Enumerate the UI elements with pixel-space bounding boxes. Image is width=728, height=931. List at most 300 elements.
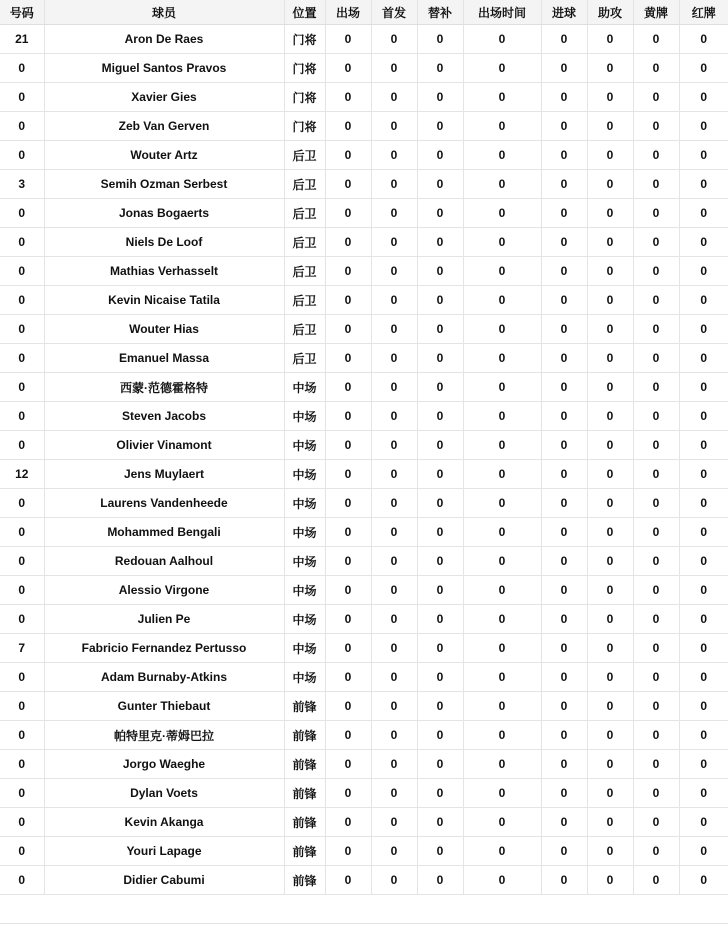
cell-appearances: 0 xyxy=(325,489,371,518)
cell-substitute: 0 xyxy=(417,170,463,199)
cell-player: Dylan Voets xyxy=(44,779,284,808)
cell-goals: 0 xyxy=(541,692,587,721)
table-row xyxy=(0,750,728,779)
cell-assists: 0 xyxy=(587,315,633,344)
cell-goals: 0 xyxy=(541,518,587,547)
cell-starts: 0 xyxy=(371,83,417,112)
cell-number: 0 xyxy=(0,431,44,460)
cell-assists: 0 xyxy=(587,605,633,634)
cell-goals: 0 xyxy=(541,257,587,286)
cell-player: Kevin Nicaise Tatila xyxy=(44,286,284,315)
table-row xyxy=(0,605,728,634)
cell-goals: 0 xyxy=(541,721,587,750)
cell-appearances: 0 xyxy=(325,83,371,112)
cell-player: 西蒙·范德霍格特 xyxy=(44,373,284,402)
cell-yellow_cards: 0 xyxy=(633,54,679,83)
cell-position: 中场 xyxy=(284,489,325,518)
column-header-goals: 进球 xyxy=(541,0,587,25)
cell-goals: 0 xyxy=(541,344,587,373)
cell-yellow_cards: 0 xyxy=(633,112,679,141)
cell-red_cards: 0 xyxy=(679,228,728,257)
cell-assists: 0 xyxy=(587,808,633,837)
cell-substitute: 0 xyxy=(417,25,463,54)
cell-number: 21 xyxy=(0,25,44,54)
table-row xyxy=(0,721,728,750)
cell-yellow_cards: 0 xyxy=(633,141,679,170)
cell-minutes: 0 xyxy=(463,489,541,518)
table-row xyxy=(0,402,728,431)
cell-substitute: 0 xyxy=(417,547,463,576)
column-header-starts: 首发 xyxy=(371,0,417,25)
cell-starts: 0 xyxy=(371,199,417,228)
cell-position: 中场 xyxy=(284,663,325,692)
cell-minutes: 0 xyxy=(463,692,541,721)
cell-goals: 0 xyxy=(541,547,587,576)
cell-yellow_cards: 0 xyxy=(633,373,679,402)
cell-appearances: 0 xyxy=(325,808,371,837)
column-header-substitute: 替补 xyxy=(417,0,463,25)
cell-appearances: 0 xyxy=(325,170,371,199)
cell-appearances: 0 xyxy=(325,634,371,663)
cell-number: 0 xyxy=(0,808,44,837)
cell-appearances: 0 xyxy=(325,402,371,431)
cell-player: Youri Lapage xyxy=(44,837,284,866)
cell-substitute: 0 xyxy=(417,808,463,837)
cell-yellow_cards: 0 xyxy=(633,779,679,808)
cell-yellow_cards: 0 xyxy=(633,199,679,228)
table-row xyxy=(0,866,728,895)
cell-yellow_cards: 0 xyxy=(633,634,679,663)
cell-minutes: 0 xyxy=(463,25,541,54)
table-row xyxy=(0,663,728,692)
cell-assists: 0 xyxy=(587,460,633,489)
cell-red_cards: 0 xyxy=(679,25,728,54)
cell-appearances: 0 xyxy=(325,576,371,605)
cell-yellow_cards: 0 xyxy=(633,257,679,286)
cell-assists: 0 xyxy=(587,228,633,257)
cell-substitute: 0 xyxy=(417,750,463,779)
cell-goals: 0 xyxy=(541,286,587,315)
cell-substitute: 0 xyxy=(417,83,463,112)
cell-substitute: 0 xyxy=(417,605,463,634)
cell-red_cards: 0 xyxy=(679,286,728,315)
cell-substitute: 0 xyxy=(417,634,463,663)
cell-goals: 0 xyxy=(541,402,587,431)
cell-position: 门将 xyxy=(284,83,325,112)
cell-player: Redouan Aalhoul xyxy=(44,547,284,576)
cell-minutes: 0 xyxy=(463,344,541,373)
cell-starts: 0 xyxy=(371,663,417,692)
cell-yellow_cards: 0 xyxy=(633,460,679,489)
cell-red_cards: 0 xyxy=(679,199,728,228)
cell-goals: 0 xyxy=(541,808,587,837)
cell-starts: 0 xyxy=(371,692,417,721)
cell-position: 前锋 xyxy=(284,808,325,837)
cell-position: 中场 xyxy=(284,460,325,489)
cell-yellow_cards: 0 xyxy=(633,866,679,895)
column-header-red_cards: 红牌 xyxy=(679,0,728,25)
cell-substitute: 0 xyxy=(417,257,463,286)
cell-red_cards: 0 xyxy=(679,576,728,605)
cell-substitute: 0 xyxy=(417,489,463,518)
cell-appearances: 0 xyxy=(325,692,371,721)
table-row xyxy=(0,199,728,228)
cell-appearances: 0 xyxy=(325,547,371,576)
cell-goals: 0 xyxy=(541,605,587,634)
table-row xyxy=(0,373,728,402)
cell-substitute: 0 xyxy=(417,576,463,605)
cell-yellow_cards: 0 xyxy=(633,489,679,518)
table-row xyxy=(0,779,728,808)
cell-assists: 0 xyxy=(587,634,633,663)
cell-starts: 0 xyxy=(371,605,417,634)
cell-number: 0 xyxy=(0,373,44,402)
cell-starts: 0 xyxy=(371,25,417,54)
cell-appearances: 0 xyxy=(325,228,371,257)
cell-player: Jonas Bogaerts xyxy=(44,199,284,228)
cell-minutes: 0 xyxy=(463,518,541,547)
cell-position: 中场 xyxy=(284,547,325,576)
cell-minutes: 0 xyxy=(463,547,541,576)
cell-number: 0 xyxy=(0,286,44,315)
cell-goals: 0 xyxy=(541,170,587,199)
cell-player: Emanuel Massa xyxy=(44,344,284,373)
cell-starts: 0 xyxy=(371,228,417,257)
table-body xyxy=(0,25,728,895)
cell-starts: 0 xyxy=(371,286,417,315)
cell-substitute: 0 xyxy=(417,402,463,431)
cell-yellow_cards: 0 xyxy=(633,83,679,112)
cell-red_cards: 0 xyxy=(679,141,728,170)
cell-substitute: 0 xyxy=(417,315,463,344)
cell-substitute: 0 xyxy=(417,779,463,808)
footer-cell xyxy=(0,895,728,924)
cell-minutes: 0 xyxy=(463,315,541,344)
cell-appearances: 0 xyxy=(325,721,371,750)
table-row xyxy=(0,808,728,837)
cell-number: 0 xyxy=(0,692,44,721)
cell-yellow_cards: 0 xyxy=(633,605,679,634)
cell-minutes: 0 xyxy=(463,663,541,692)
cell-starts: 0 xyxy=(371,431,417,460)
cell-player: Miguel Santos Pravos xyxy=(44,54,284,83)
table-row xyxy=(0,228,728,257)
cell-player: Gunter Thiebaut xyxy=(44,692,284,721)
cell-substitute: 0 xyxy=(417,228,463,257)
cell-assists: 0 xyxy=(587,141,633,170)
cell-goals: 0 xyxy=(541,837,587,866)
cell-assists: 0 xyxy=(587,721,633,750)
cell-assists: 0 xyxy=(587,170,633,199)
cell-red_cards: 0 xyxy=(679,489,728,518)
cell-appearances: 0 xyxy=(325,373,371,402)
table-row xyxy=(0,431,728,460)
cell-position: 前锋 xyxy=(284,750,325,779)
cell-player: Olivier Vinamont xyxy=(44,431,284,460)
cell-starts: 0 xyxy=(371,837,417,866)
cell-red_cards: 0 xyxy=(679,54,728,83)
cell-position: 后卫 xyxy=(284,286,325,315)
cell-substitute: 0 xyxy=(417,373,463,402)
cell-number: 0 xyxy=(0,721,44,750)
cell-goals: 0 xyxy=(541,112,587,141)
table-row xyxy=(0,286,728,315)
cell-red_cards: 0 xyxy=(679,779,728,808)
cell-red_cards: 0 xyxy=(679,344,728,373)
column-header-yellow_cards: 黄牌 xyxy=(633,0,679,25)
cell-appearances: 0 xyxy=(325,344,371,373)
cell-number: 0 xyxy=(0,837,44,866)
cell-number: 7 xyxy=(0,634,44,663)
cell-assists: 0 xyxy=(587,402,633,431)
cell-number: 0 xyxy=(0,257,44,286)
cell-number: 0 xyxy=(0,866,44,895)
cell-substitute: 0 xyxy=(417,344,463,373)
cell-minutes: 0 xyxy=(463,808,541,837)
cell-appearances: 0 xyxy=(325,257,371,286)
cell-appearances: 0 xyxy=(325,518,371,547)
cell-appearances: 0 xyxy=(325,750,371,779)
cell-appearances: 0 xyxy=(325,286,371,315)
cell-number: 0 xyxy=(0,547,44,576)
cell-minutes: 0 xyxy=(463,605,541,634)
cell-yellow_cards: 0 xyxy=(633,576,679,605)
cell-red_cards: 0 xyxy=(679,866,728,895)
cell-position: 后卫 xyxy=(284,344,325,373)
cell-minutes: 0 xyxy=(463,112,541,141)
cell-number: 0 xyxy=(0,315,44,344)
table-row xyxy=(0,634,728,663)
cell-yellow_cards: 0 xyxy=(633,402,679,431)
cell-yellow_cards: 0 xyxy=(633,315,679,344)
cell-minutes: 0 xyxy=(463,54,541,83)
cell-red_cards: 0 xyxy=(679,112,728,141)
cell-substitute: 0 xyxy=(417,141,463,170)
cell-minutes: 0 xyxy=(463,199,541,228)
cell-position: 后卫 xyxy=(284,228,325,257)
cell-position: 前锋 xyxy=(284,866,325,895)
cell-red_cards: 0 xyxy=(679,431,728,460)
table-row xyxy=(0,257,728,286)
cell-yellow_cards: 0 xyxy=(633,721,679,750)
cell-minutes: 0 xyxy=(463,866,541,895)
cell-assists: 0 xyxy=(587,431,633,460)
cell-goals: 0 xyxy=(541,54,587,83)
cell-starts: 0 xyxy=(371,257,417,286)
table-footer xyxy=(0,895,728,924)
cell-assists: 0 xyxy=(587,866,633,895)
cell-assists: 0 xyxy=(587,112,633,141)
cell-goals: 0 xyxy=(541,431,587,460)
cell-starts: 0 xyxy=(371,808,417,837)
cell-number: 0 xyxy=(0,402,44,431)
cell-goals: 0 xyxy=(541,315,587,344)
cell-position: 中场 xyxy=(284,431,325,460)
cell-player: Semih Ozman Serbest xyxy=(44,170,284,199)
cell-goals: 0 xyxy=(541,228,587,257)
cell-red_cards: 0 xyxy=(679,83,728,112)
cell-minutes: 0 xyxy=(463,460,541,489)
column-header-number: 号码 xyxy=(0,0,44,25)
cell-position: 中场 xyxy=(284,402,325,431)
cell-substitute: 0 xyxy=(417,286,463,315)
cell-minutes: 0 xyxy=(463,83,541,112)
cell-minutes: 0 xyxy=(463,837,541,866)
cell-red_cards: 0 xyxy=(679,257,728,286)
cell-red_cards: 0 xyxy=(679,402,728,431)
cell-number: 0 xyxy=(0,779,44,808)
table-row xyxy=(0,489,728,518)
cell-goals: 0 xyxy=(541,141,587,170)
cell-player: Kevin Akanga xyxy=(44,808,284,837)
cell-appearances: 0 xyxy=(325,431,371,460)
cell-number: 0 xyxy=(0,576,44,605)
cell-minutes: 0 xyxy=(463,402,541,431)
cell-assists: 0 xyxy=(587,692,633,721)
cell-starts: 0 xyxy=(371,547,417,576)
cell-starts: 0 xyxy=(371,460,417,489)
cell-player: 帕特里克·蒂姆巴拉 xyxy=(44,721,284,750)
cell-assists: 0 xyxy=(587,779,633,808)
cell-substitute: 0 xyxy=(417,663,463,692)
cell-starts: 0 xyxy=(371,170,417,199)
cell-minutes: 0 xyxy=(463,228,541,257)
cell-minutes: 0 xyxy=(463,779,541,808)
column-header-minutes: 出场时间 xyxy=(463,0,541,25)
cell-position: 前锋 xyxy=(284,837,325,866)
cell-number: 0 xyxy=(0,199,44,228)
cell-starts: 0 xyxy=(371,634,417,663)
cell-red_cards: 0 xyxy=(679,663,728,692)
table-row xyxy=(0,83,728,112)
cell-position: 后卫 xyxy=(284,199,325,228)
cell-red_cards: 0 xyxy=(679,170,728,199)
cell-assists: 0 xyxy=(587,750,633,779)
header-row xyxy=(0,0,728,25)
cell-position: 门将 xyxy=(284,112,325,141)
table-row xyxy=(0,112,728,141)
cell-assists: 0 xyxy=(587,25,633,54)
cell-assists: 0 xyxy=(587,663,633,692)
cell-minutes: 0 xyxy=(463,286,541,315)
cell-substitute: 0 xyxy=(417,54,463,83)
cell-starts: 0 xyxy=(371,402,417,431)
cell-number: 0 xyxy=(0,112,44,141)
cell-minutes: 0 xyxy=(463,576,541,605)
cell-red_cards: 0 xyxy=(679,721,728,750)
cell-player: Zeb Van Gerven xyxy=(44,112,284,141)
cell-assists: 0 xyxy=(587,547,633,576)
column-header-assists: 助攻 xyxy=(587,0,633,25)
cell-position: 后卫 xyxy=(284,315,325,344)
cell-goals: 0 xyxy=(541,576,587,605)
cell-minutes: 0 xyxy=(463,431,541,460)
table-row xyxy=(0,141,728,170)
cell-substitute: 0 xyxy=(417,866,463,895)
cell-appearances: 0 xyxy=(325,460,371,489)
cell-yellow_cards: 0 xyxy=(633,286,679,315)
cell-player: Niels De Loof xyxy=(44,228,284,257)
cell-starts: 0 xyxy=(371,373,417,402)
table-row xyxy=(0,315,728,344)
cell-appearances: 0 xyxy=(325,605,371,634)
cell-player: Julien Pe xyxy=(44,605,284,634)
cell-goals: 0 xyxy=(541,750,587,779)
cell-assists: 0 xyxy=(587,518,633,547)
column-header-appearances: 出场 xyxy=(325,0,371,25)
cell-yellow_cards: 0 xyxy=(633,663,679,692)
cell-position: 门将 xyxy=(284,25,325,54)
cell-red_cards: 0 xyxy=(679,605,728,634)
table-row xyxy=(0,518,728,547)
cell-starts: 0 xyxy=(371,779,417,808)
cell-number: 0 xyxy=(0,54,44,83)
cell-player: Jorgo Waeghe xyxy=(44,750,284,779)
table-row xyxy=(0,344,728,373)
cell-number: 0 xyxy=(0,750,44,779)
cell-number: 0 xyxy=(0,141,44,170)
cell-substitute: 0 xyxy=(417,112,463,141)
cell-assists: 0 xyxy=(587,257,633,286)
cell-appearances: 0 xyxy=(325,112,371,141)
cell-position: 后卫 xyxy=(284,170,325,199)
table-row xyxy=(0,170,728,199)
cell-player: Adam Burnaby-Atkins xyxy=(44,663,284,692)
cell-appearances: 0 xyxy=(325,141,371,170)
cell-appearances: 0 xyxy=(325,199,371,228)
table-row xyxy=(0,576,728,605)
cell-appearances: 0 xyxy=(325,54,371,83)
cell-goals: 0 xyxy=(541,83,587,112)
cell-substitute: 0 xyxy=(417,692,463,721)
cell-starts: 0 xyxy=(371,112,417,141)
cell-position: 中场 xyxy=(284,634,325,663)
cell-position: 中场 xyxy=(284,373,325,402)
cell-appearances: 0 xyxy=(325,663,371,692)
cell-yellow_cards: 0 xyxy=(633,692,679,721)
cell-player: Wouter Hias xyxy=(44,315,284,344)
cell-starts: 0 xyxy=(371,518,417,547)
cell-yellow_cards: 0 xyxy=(633,518,679,547)
cell-player: Wouter Artz xyxy=(44,141,284,170)
cell-goals: 0 xyxy=(541,25,587,54)
table-row xyxy=(0,460,728,489)
cell-starts: 0 xyxy=(371,489,417,518)
table-row xyxy=(0,837,728,866)
cell-minutes: 0 xyxy=(463,373,541,402)
cell-assists: 0 xyxy=(587,489,633,518)
cell-red_cards: 0 xyxy=(679,518,728,547)
cell-goals: 0 xyxy=(541,634,587,663)
cell-starts: 0 xyxy=(371,750,417,779)
cell-yellow_cards: 0 xyxy=(633,547,679,576)
cell-starts: 0 xyxy=(371,141,417,170)
cell-starts: 0 xyxy=(371,315,417,344)
cell-number: 0 xyxy=(0,518,44,547)
cell-goals: 0 xyxy=(541,373,587,402)
cell-player: Alessio Virgone xyxy=(44,576,284,605)
cell-player: Fabricio Fernandez Pertusso xyxy=(44,634,284,663)
cell-red_cards: 0 xyxy=(679,547,728,576)
cell-position: 后卫 xyxy=(284,141,325,170)
cell-minutes: 0 xyxy=(463,170,541,199)
cell-starts: 0 xyxy=(371,576,417,605)
cell-position: 后卫 xyxy=(284,257,325,286)
cell-minutes: 0 xyxy=(463,141,541,170)
cell-position: 中场 xyxy=(284,518,325,547)
cell-yellow_cards: 0 xyxy=(633,837,679,866)
cell-number: 12 xyxy=(0,460,44,489)
